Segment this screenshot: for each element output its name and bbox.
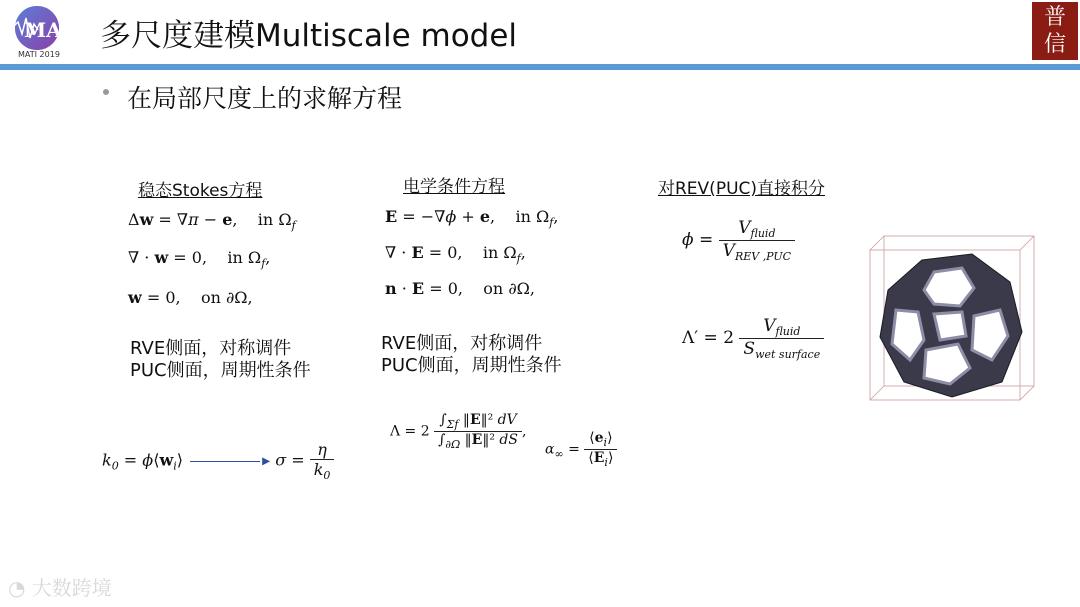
stokes-eq-1: Δw = ∇π − e, in $\Omega_f$	[128, 210, 296, 232]
viscous-length-formula: Λ = 2 $\frac{\int_{\Sigma f} ‖E‖^2 dV}{\int_{\partial\Omega} ‖E‖^2 dS}$ ,	[390, 412, 527, 451]
electric-heading: 电学条件方程	[403, 177, 505, 197]
puc-cell-image	[862, 232, 1040, 412]
title-divider-bar	[0, 64, 1080, 70]
brand-logo-text: 普信	[1043, 5, 1066, 57]
svg-text:MAI: MAI	[24, 18, 70, 42]
bullet-text: 在局部尺度上的求解方程	[127, 84, 403, 113]
rve-note	[130, 338, 311, 382]
tortuosity-formula: $\alpha_\infty$ = $\frac{⟨e_i⟩}{⟨E_i⟩}$	[545, 430, 617, 469]
stokes-eq-3: w = 0, on ∂Ω,	[128, 288, 253, 307]
brand-logo	[1032, 2, 1078, 60]
thermal-length-formula: Λ′ = 2 $\frac{V_{fluid}}{S_{wet surface}}$	[682, 316, 824, 361]
watermark-text: 大数跨境	[31, 576, 112, 600]
stokes-heading: 稳态Stokes方程	[138, 181, 263, 201]
watermark	[8, 572, 112, 601]
electric-eq-3: n · E = 0, on ∂Ω,	[385, 279, 535, 298]
rve-note-line1: RVE侧面，对称调件	[130, 338, 292, 359]
bullet-dot	[103, 89, 109, 95]
page-title: 多尺度建模Multiscale model	[100, 18, 518, 54]
permeability-formula: $k_0$ = $\phi⟨w_i⟩$ ▸ σ = $\frac{\eta}{k_0}$	[102, 440, 334, 482]
stokes-eq-2: ∇ · w = 0, in $\Omega_f$,	[128, 248, 271, 270]
puc-note-line2: PUC侧面，周期性条件	[130, 360, 311, 381]
puc-note-col2-line2: PUC侧面，周期性条件	[381, 355, 562, 376]
conference-logo	[4, 4, 70, 62]
rve-note-col2-line1: RVE侧面，对称调件	[381, 333, 543, 354]
conference-logo-caption: MATI 2019	[18, 50, 60, 59]
rev-heading: 对REV(PUC)直接积分	[658, 179, 826, 199]
electric-eq-2: ∇ · E = 0, in $\Omega_f$,	[385, 243, 526, 265]
porosity-formula: ϕ = $\frac{V_{fluid}}{V_{REV ,PUC}}$	[682, 218, 795, 263]
electric-eq-1: E = −∇ϕ + e, in $\Omega_f$,	[385, 207, 559, 229]
watermark-icon: ◔	[8, 576, 26, 600]
rve-note-col2	[381, 333, 562, 377]
